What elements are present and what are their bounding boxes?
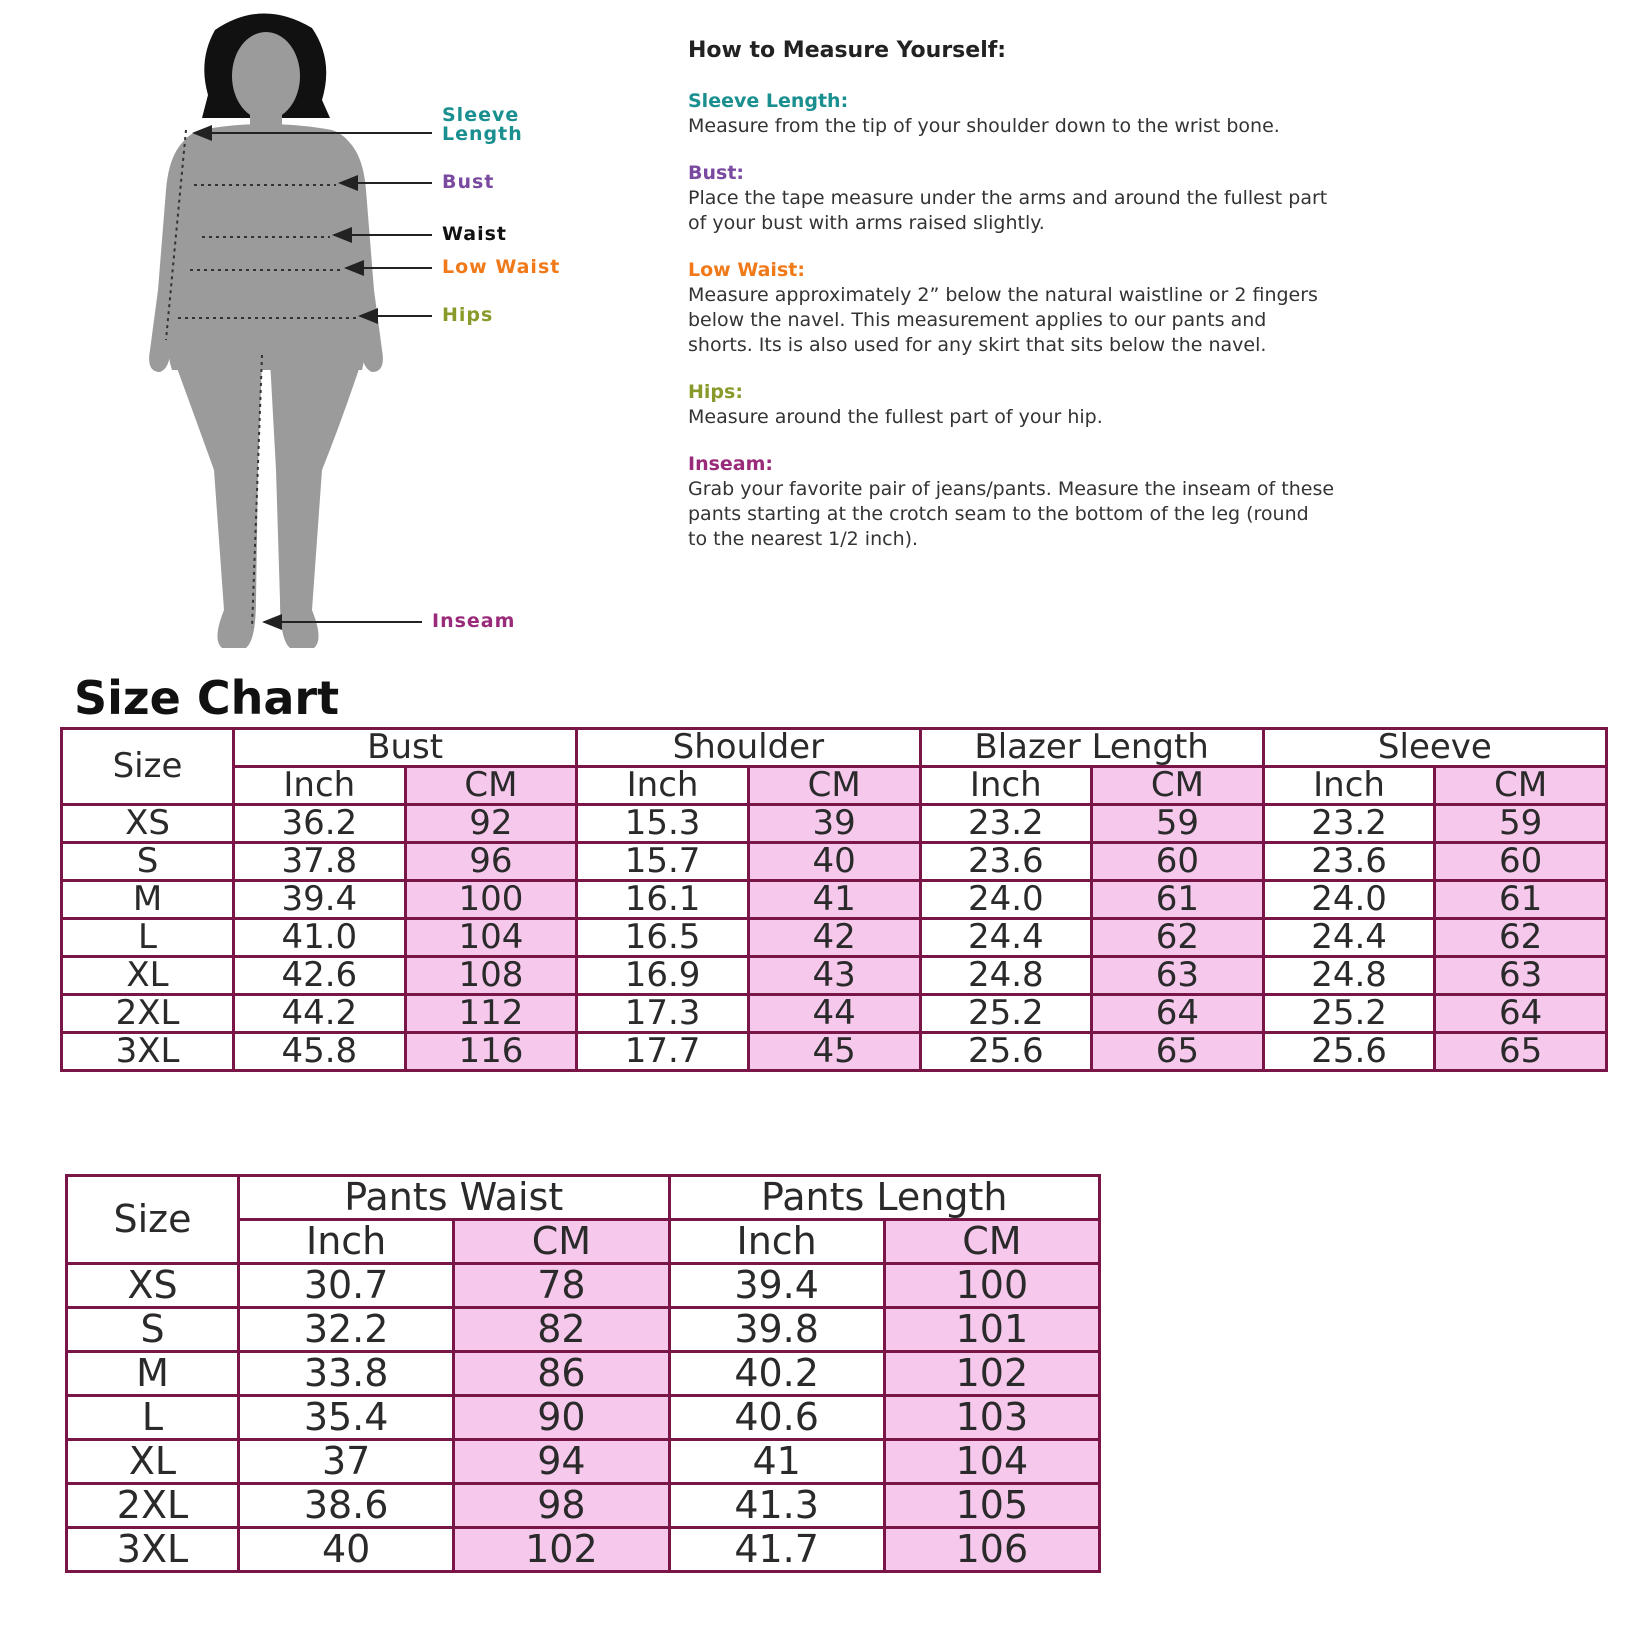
cm-value-cell: 42 bbox=[748, 919, 920, 957]
cm-value-cell: 62 bbox=[1435, 919, 1607, 957]
inch-value-cell: 24.8 bbox=[1263, 957, 1435, 995]
cm-value-cell: 45 bbox=[748, 1033, 920, 1071]
cm-value-cell: 40 bbox=[748, 843, 920, 881]
inch-value-cell: 39.8 bbox=[669, 1308, 884, 1352]
unit-header-inch: Inch bbox=[239, 1220, 454, 1264]
unit-header-cm: CM bbox=[1092, 767, 1264, 805]
cm-value-cell: 61 bbox=[1435, 881, 1607, 919]
unit-header-inch: Inch bbox=[577, 767, 749, 805]
guide-heading: Hips: bbox=[688, 381, 743, 403]
cm-value-cell: 100 bbox=[884, 1264, 1099, 1308]
inch-value-cell: 17.3 bbox=[577, 995, 749, 1033]
group-header-shoulder: Shoulder bbox=[577, 729, 920, 767]
cm-value-cell: 64 bbox=[1435, 995, 1607, 1033]
cm-value-cell: 41 bbox=[748, 881, 920, 919]
inch-value-cell: 37 bbox=[239, 1440, 454, 1484]
guide-heading: Inseam: bbox=[688, 453, 774, 475]
size-cell: 2XL bbox=[62, 995, 234, 1033]
group-header-pants-waist: Pants Waist bbox=[239, 1176, 670, 1220]
cm-value-cell: 63 bbox=[1092, 957, 1264, 995]
cm-value-cell: 103 bbox=[884, 1396, 1099, 1440]
unit-header-cm: CM bbox=[748, 767, 920, 805]
unit-header-cm: CM bbox=[1435, 767, 1607, 805]
cm-value-cell: 96 bbox=[405, 843, 577, 881]
inch-value-cell: 25.6 bbox=[920, 1033, 1092, 1071]
inch-value-cell: 41.0 bbox=[234, 919, 406, 957]
inch-value-cell: 25.6 bbox=[1263, 1033, 1435, 1071]
size-cell: L bbox=[62, 919, 234, 957]
cm-value-cell: 92 bbox=[405, 805, 577, 843]
unit-header-inch: Inch bbox=[234, 767, 406, 805]
size-cell: 2XL bbox=[67, 1484, 239, 1528]
table-row bbox=[67, 1528, 1100, 1572]
inch-value-cell: 45.8 bbox=[234, 1033, 406, 1071]
group-header-bust: Bust bbox=[234, 729, 577, 767]
guide-section-inseam bbox=[688, 452, 1548, 552]
guide-section-low-waist bbox=[688, 258, 1548, 358]
cm-value-cell: 104 bbox=[884, 1440, 1099, 1484]
body-silhouette-illustration bbox=[0, 0, 640, 670]
table-row bbox=[67, 1396, 1100, 1440]
cm-value-cell: 104 bbox=[405, 919, 577, 957]
inch-value-cell: 23.6 bbox=[1263, 843, 1435, 881]
cm-value-cell: 116 bbox=[405, 1033, 577, 1071]
guide-title: How to Measure Yourself: bbox=[688, 38, 1007, 63]
cm-value-cell: 64 bbox=[1092, 995, 1264, 1033]
size-cell: 3XL bbox=[62, 1033, 234, 1071]
left-leg-shape bbox=[174, 360, 262, 648]
group-header-sleeve: Sleeve bbox=[1263, 729, 1606, 767]
cm-value-cell: 82 bbox=[454, 1308, 669, 1352]
cm-value-cell: 100 bbox=[405, 881, 577, 919]
measurement-guide bbox=[688, 38, 1548, 574]
size-cell: XS bbox=[67, 1264, 239, 1308]
inch-value-cell: 16.1 bbox=[577, 881, 749, 919]
cm-value-cell: 98 bbox=[454, 1484, 669, 1528]
table-row bbox=[62, 995, 1607, 1033]
inch-value-cell: 40.6 bbox=[669, 1396, 884, 1440]
unit-header-inch: Inch bbox=[1263, 767, 1435, 805]
cm-value-cell: 108 bbox=[405, 957, 577, 995]
cm-value-cell: 94 bbox=[454, 1440, 669, 1484]
torso-shape bbox=[168, 124, 365, 370]
table-row bbox=[67, 1308, 1100, 1352]
blazer-size-table bbox=[60, 727, 1608, 1072]
table-unit-header-row bbox=[62, 767, 1607, 805]
cm-value-cell: 90 bbox=[454, 1396, 669, 1440]
cm-value-cell: 102 bbox=[884, 1352, 1099, 1396]
group-header-pants-length: Pants Length bbox=[669, 1176, 1100, 1220]
unit-header-inch: Inch bbox=[920, 767, 1092, 805]
inch-value-cell: 24.4 bbox=[1263, 919, 1435, 957]
inch-value-cell: 30.7 bbox=[239, 1264, 454, 1308]
cm-value-cell: 65 bbox=[1092, 1033, 1264, 1071]
inch-value-cell: 41.7 bbox=[669, 1528, 884, 1572]
inch-value-cell: 38.6 bbox=[239, 1484, 454, 1528]
table-row bbox=[67, 1352, 1100, 1396]
table-group-header-row bbox=[67, 1176, 1100, 1220]
inch-value-cell: 39.4 bbox=[669, 1264, 884, 1308]
inch-value-cell: 40 bbox=[239, 1528, 454, 1572]
cm-value-cell: 112 bbox=[405, 995, 577, 1033]
inch-value-cell: 16.9 bbox=[577, 957, 749, 995]
table-row bbox=[62, 1033, 1607, 1071]
inch-value-cell: 41.3 bbox=[669, 1484, 884, 1528]
inch-value-cell: 17.7 bbox=[577, 1033, 749, 1071]
cm-value-cell: 65 bbox=[1435, 1033, 1607, 1071]
hips-label: Hips bbox=[442, 304, 494, 326]
cm-value-cell: 102 bbox=[454, 1528, 669, 1572]
cm-value-cell: 60 bbox=[1435, 843, 1607, 881]
inch-value-cell: 23.2 bbox=[1263, 805, 1435, 843]
cm-value-cell: 43 bbox=[748, 957, 920, 995]
inch-value-cell: 15.3 bbox=[577, 805, 749, 843]
guide-heading: Low Waist: bbox=[688, 259, 805, 281]
guide-text: Measure around the fullest part of your hip. bbox=[688, 406, 1103, 428]
table-row bbox=[62, 843, 1607, 881]
cm-value-cell: 59 bbox=[1092, 805, 1264, 843]
inch-value-cell: 35.4 bbox=[239, 1396, 454, 1440]
unit-header-cm: CM bbox=[884, 1220, 1099, 1264]
cm-value-cell: 44 bbox=[748, 995, 920, 1033]
unit-header-cm: CM bbox=[454, 1220, 669, 1264]
inch-value-cell: 42.6 bbox=[234, 957, 406, 995]
guide-text: Place the tape measure under the arms and around the fullest part of your bust with arms raised slightly. bbox=[688, 187, 1328, 234]
table-row bbox=[62, 805, 1607, 843]
guide-text: Measure from the tip of your shoulder down to the wrist bone. bbox=[688, 115, 1280, 137]
size-cell: S bbox=[67, 1308, 239, 1352]
head-shape bbox=[232, 32, 300, 120]
inch-value-cell: 24.8 bbox=[920, 957, 1092, 995]
table-group-header-row bbox=[62, 729, 1607, 767]
bust-label: Bust bbox=[442, 171, 495, 193]
cm-value-cell: 63 bbox=[1435, 957, 1607, 995]
size-chart-title: Size Chart bbox=[74, 671, 340, 725]
inch-value-cell: 41 bbox=[669, 1440, 884, 1484]
table-row bbox=[62, 957, 1607, 995]
inch-value-cell: 37.8 bbox=[234, 843, 406, 881]
inch-value-cell: 15.7 bbox=[577, 843, 749, 881]
cm-value-cell: 106 bbox=[884, 1528, 1099, 1572]
size-cell: M bbox=[62, 881, 234, 919]
guide-section-sleeve bbox=[688, 89, 1548, 139]
inch-value-cell: 24.0 bbox=[1263, 881, 1435, 919]
guide-heading: Sleeve Length: bbox=[688, 90, 849, 112]
cm-value-cell: 60 bbox=[1092, 843, 1264, 881]
table-row bbox=[62, 919, 1607, 957]
inch-value-cell: 39.4 bbox=[234, 881, 406, 919]
cm-value-cell: 101 bbox=[884, 1308, 1099, 1352]
cm-value-cell: 86 bbox=[454, 1352, 669, 1396]
cm-value-cell: 78 bbox=[454, 1264, 669, 1308]
size-column-header: Size bbox=[67, 1176, 239, 1264]
cm-value-cell: 39 bbox=[748, 805, 920, 843]
guide-section-bust bbox=[688, 161, 1548, 236]
table-row bbox=[67, 1264, 1100, 1308]
unit-header-inch: Inch bbox=[669, 1220, 884, 1264]
size-column-header: Size bbox=[62, 729, 234, 805]
guide-text: Grab your favorite pair of jeans/pants. Measure the inseam of these pants starting at the crotch seam to the bottom of the leg (round to the nearest 1/2 inch). bbox=[688, 478, 1335, 550]
inch-value-cell: 40.2 bbox=[669, 1352, 884, 1396]
inch-value-cell: 33.8 bbox=[239, 1352, 454, 1396]
table-row bbox=[67, 1484, 1100, 1528]
size-cell: XL bbox=[62, 957, 234, 995]
cm-value-cell: 105 bbox=[884, 1484, 1099, 1528]
sleeve-length-label: Sleeve Length bbox=[442, 104, 523, 145]
inch-value-cell: 36.2 bbox=[234, 805, 406, 843]
right-leg-shape bbox=[270, 360, 362, 648]
size-cell: XL bbox=[67, 1440, 239, 1484]
size-cell: XS bbox=[62, 805, 234, 843]
measurement-figure bbox=[0, 0, 640, 670]
inch-value-cell: 24.0 bbox=[920, 881, 1092, 919]
cm-value-cell: 59 bbox=[1435, 805, 1607, 843]
group-header-blazer-length: Blazer Length bbox=[920, 729, 1263, 767]
cm-value-cell: 61 bbox=[1092, 881, 1264, 919]
inch-value-cell: 16.5 bbox=[577, 919, 749, 957]
size-cell: 3XL bbox=[67, 1528, 239, 1572]
size-cell: M bbox=[67, 1352, 239, 1396]
pants-size-table bbox=[65, 1174, 1101, 1573]
inch-value-cell: 25.2 bbox=[920, 995, 1092, 1033]
size-cell: S bbox=[62, 843, 234, 881]
guide-section-hips bbox=[688, 380, 1548, 430]
size-cell: L bbox=[67, 1396, 239, 1440]
inch-value-cell: 44.2 bbox=[234, 995, 406, 1033]
unit-header-cm: CM bbox=[405, 767, 577, 805]
inch-value-cell: 32.2 bbox=[239, 1308, 454, 1352]
inch-value-cell: 23.2 bbox=[920, 805, 1092, 843]
cm-value-cell: 62 bbox=[1092, 919, 1264, 957]
inch-value-cell: 25.2 bbox=[1263, 995, 1435, 1033]
guide-heading: Bust: bbox=[688, 162, 744, 184]
table-row bbox=[62, 881, 1607, 919]
inch-value-cell: 24.4 bbox=[920, 919, 1092, 957]
low-waist-label: Low Waist bbox=[442, 256, 561, 278]
waist-label: Waist bbox=[442, 223, 508, 245]
guide-text: Measure approximately 2” below the natural waistline or 2 fingers below the navel. This measurement applies to our pants and shorts. Its is also used for any skirt that sits below the navel. bbox=[688, 284, 1318, 356]
inseam-label: Inseam bbox=[432, 610, 516, 632]
table-row bbox=[67, 1440, 1100, 1484]
inch-value-cell: 23.6 bbox=[920, 843, 1092, 881]
